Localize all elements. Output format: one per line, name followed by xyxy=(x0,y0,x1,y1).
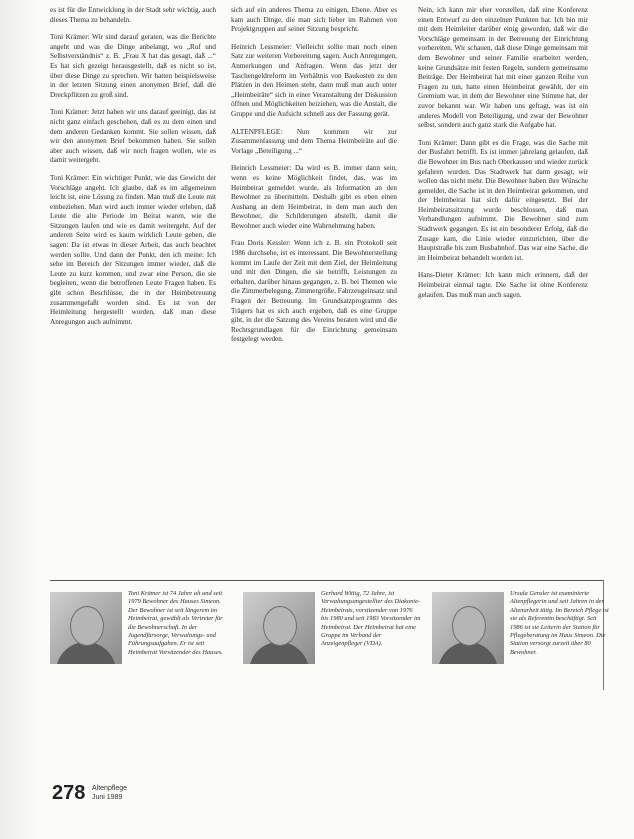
paragraph: Nein, ich kann mir eher vorstellen, daß eine Konferenz einen Entwurf zu den einzelnen Punkten hat. Ich bin mir mit dem Heimleiter darüber einig geworden, daß wir die Vorschläge gemeinsam in der Betreuung der Einrichtung vorbereiten. Wir schauen, daß diese Dinge gemeinsam mit dem Bewohner und seiner Familie erarbeitet werden, keine Grundsätze mit festen Regeln, sondern gemeinsame Beiträge. Der Heimbeirat hat mit einer ganzen Reihe von Fragen zu tun, hatte einen Heimbeirat gewählt, der ein Gremium war, in dem der Bewohner eine Stimme hat, der zuvor bekannt war. Wir haben uns gefragt, was ist ein anderes Modell von Beteiligung, und zwar der Bewohner selbst, sondern auch ganz stark die Aufgabe hat. xyxy=(418,6,588,130)
bio-box-ursula-gensler xyxy=(432,590,610,700)
portrait-photo xyxy=(432,592,504,664)
paragraph: sich auf ein anderes Thema zu einigen, Ebene. Aber es kam auch Dinge, die man sich lieber im Rahmen von Projektgruppen auf seiner Sitzung bespricht. xyxy=(231,6,397,34)
page-number: 278 xyxy=(52,782,86,804)
bio-text: Gerhard Wittig, 72 Jahre, ist Verwaltungsangestellter des Diakonie-Heimbeirats, vorsitzender von 1976 bis 1980 und seit 1983 Vorsitzender im Heimbeirat. Der Heimbeirat hat eine Gruppe im Verband der Anzeigenpfleger (VDA). xyxy=(321,590,421,648)
paragraph: Hans-Dieter Krämer: Ich kann mich erinnern, daß der Heimbeirat einmal tagte. Die Sache ist ohne Konferenz gelaufen. Das muß man auch sagen. xyxy=(418,271,588,299)
paragraph: Toni Krämer: Ein wichtiger Punkt, wie das Gewicht der Vorschläge angeht. Ich glaube, daß es im allgemeinen leicht ist, eine Lösung zu finden. Man muß die Leute mit einbeziehen. Man wird auch immer wieder erleben, daß Leute die alte Periode im Beirat waren, wie die Sitzungen laufen und wie es damit weitergeht. Auf der anderen Seite wird es kaum wirklich Leute geben, die sagen: Da ist etwas in dieser Arbeit, das auch beachtet werden sollte. Und dann der Punkt, den ich meine: Ich sehe im Bereich der Sitzungen immer wieder, daß die Leute zu kurz kommen, und zwar eine Person, die sie begleiten, wenn die betroffenen Leute Fragen haben. Es gibt schon Beschlüsse, die in der Heimbetreuung zusammengefaßt worden sind. Es ist von der Heimleitung hergestellt worden, daß man diese Anregungen auch aufnimmt. xyxy=(50,173,216,326)
bio-text: Ursula Gensler ist examinierte Altenpflegerin und seit Jahren in der Altenarbeit tätig. Im Bereich Pflege ist sie als Referentin beschäftigt. Seit 1986 ist sie Leiterin der Station für Pflegeberatung im Haus Simeon. Die Station versorgt zurzeit über 80 Bewohner. xyxy=(510,590,609,656)
text-column-2 xyxy=(231,6,397,578)
text-column-3 xyxy=(418,6,588,578)
bio-text: Toni Krämer ist 74 Jahre alt und seit 1979 Bewohner des Hauses Simeon. Der Bewohner ist seit längerem im Heimbeirat, gewählt als Vertreter für die Bewohnerschaft. In der Jugendfürsorge, Verwaltungs- und Führungsaufgaben. Er ist seit Heimbeirat Vorsitzender des Hauses. xyxy=(128,590,223,656)
paragraph: Toni Krämer: Wir sind darauf geraten, was die Berichte angeht und was die Dinge anbelangt, wo „Ruf und Selbstverständnis“ z. B. „Frau X hat das gesagt, daß ...“ Es hat sich gezeigt herausgestellt, daß es nicht so ist, über diese Dinge zu sprechen. Wir hatten beispielsweise in der letzten Sitzung einen anonymen Brief, daß die Dreckpfützen zu groß sind. xyxy=(50,33,216,99)
paragraph: Heinrich Lessmeier: Da wird es B. immer dann sein, wenn es keine Möglichkeit findet, das, was im Heimbeirat gemeldet wurde, als Information an den Bewohner zu übermitteln. Deshalb gibt es eben einen Aushang an dem Heimbeirat, in dem man auch den Bewohner, die Schilderungen abstellt, damit die Bewohner auch wieder eine Wahrnehmung haben. xyxy=(231,164,397,230)
page-edge-shadow xyxy=(0,0,40,839)
paragraph: Toni Krämer: Dann gibt es die Frage, was die Sache mit der Busfahrt betrifft. Es ist immer jahrelang gelaufen, daß die Bewohner im Bus nach Oberkausen und wieder zurück gefahren wurden. Das Stadtwerk hat dann gesagt, wir wollen das nicht mehr. Die Bewohner haben ihre Wünsche gemeldet, die Sache ist in den Heimbeirat gekommen, und der Heimbeirat hat sich dafür eingesetzt. Bei der Heimbeiratssitzung wurde beschlossen, daß man Verhandlungen aufnimmt. Die Bewohner sind zum Stadtwerk gegangen. Es ist ein besonderer Erfolg, daß die Zusage kam, die Linie wieder einzurichten, über die Hauptstraße bis zum Busbahnhof. Das war eine Sache, die im Heimbeirat behandelt worden ist. xyxy=(418,138,588,262)
journal-issue: Juni 1989 xyxy=(92,794,123,801)
portrait-photo xyxy=(243,592,315,664)
portrait-head xyxy=(70,606,104,646)
paragraph: Frau Doris Kessler: Wenn ich z. B. ein Protokoll seit 1986 durchsehe, ist es interessant. Die Bewohnerstellung kommt im Laufe der Zeit mit dem Ziel, der Heimleitung und mit den Dingen, die sie betrifft, Leistungen zu erhalten, darüber hinaus gegangen, z. B. bei Themen wie die Zimmerbelegung, Zimmergröße, Fahrzeugeinsatz und Fragen der Betreuung. Im Grundsatzprogramm des Trägers hat es sich auch ergeben, daß es eine Gruppe gibt, in der die Satzung des Vereins beraten wird und die Rechtsgrundlagen für die Einrichtung gemeinsam festgelegt werden. xyxy=(231,239,397,344)
portrait-head xyxy=(452,606,486,646)
paragraph: Heinrich Lessmeier: Vielleicht sollte man noch einen Satz zur weiteren Vorbereitung sagen. Auch Anregungen, Anmerkungen und Anfragen. Wenn das jetzt der Taschengeldreform im Verhältnis von Baukosten zu den Plätzen in den Heimen steht, dann muß man auch unter „Heimbeiräte“ sich in einer Veranstaltung der Diskussion öffnen und Möglichkeiten beiziehen, was die Anstalt, die Gruppe und die Aufsicht schnell aus der Fassung gerät. xyxy=(231,42,397,118)
bio-box-gerhard-wittig xyxy=(243,590,421,700)
portrait-photo xyxy=(50,592,122,664)
journal-name: Altenpflege xyxy=(92,785,128,792)
horizontal-divider xyxy=(50,580,603,581)
paragraph: ALTENPFLEGE: Nun kommen wir zur Zusammenfassung und dem Thema Heimbeiräte auf die Vorlage „Beteiligung ...“ xyxy=(231,127,397,155)
text-column-1 xyxy=(50,6,216,578)
paragraph: Toni Krämer: Jetzt haben wir uns darauf geeinigt, das ist nicht ganz einfach geschehen, daß es zu dem einen und dem anderen Gedanken kommt. Sie sollen wissen, daß wir den anonymen Brief bekommen haben. Sie sollen aber auch wissen, daß wir noch fragen wollen, wie es damit weitergeht. xyxy=(50,108,216,165)
portrait-head xyxy=(263,606,297,646)
bio-box-toni-kraemer xyxy=(50,590,228,700)
paragraph: es ist für die Entwicklung in der Stadt sehr wichtig, auch dieses Thema zu behandeln. xyxy=(50,6,216,24)
journal-meta xyxy=(92,784,127,802)
